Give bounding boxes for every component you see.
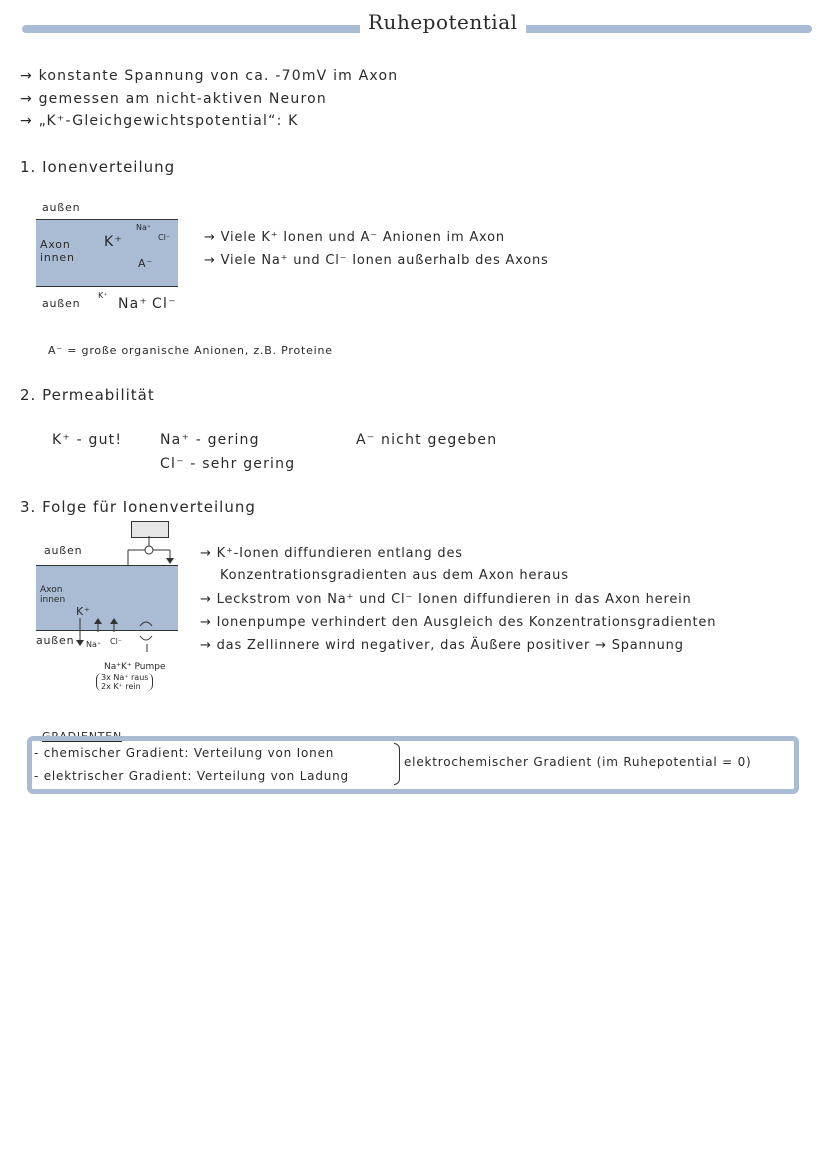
s1-inside-label: Axon innen <box>40 238 75 264</box>
intro-line-3: → „K⁺-Gleichgewichtspotential“: K <box>20 113 299 129</box>
s1-note-2: → Viele Na⁺ und Cl⁻ Ionen außerhalb des Axons <box>204 253 549 268</box>
s1-note-1: → Viele K⁺ Ionen und A⁻ Anionen im Axon <box>204 230 505 245</box>
s3-note-3: → Ionenpumpe verhindert den Ausgleich des Konzentrationsgradienten <box>200 615 717 630</box>
intro-line-1: → konstante Spannung von ca. -70mV im Axon <box>20 68 399 84</box>
s3-outside-top: außen <box>44 544 83 557</box>
s1-membrane-bottom <box>36 286 178 287</box>
s1-outside-top: außen <box>42 201 81 214</box>
s3-note-1b: Konzentrationsgradienten aus dem Axon heraus <box>220 568 569 583</box>
s3-note-1a: → K⁺-Ionen diffundieren entlang des <box>200 546 463 561</box>
s3-outside-bottom: außen <box>36 634 75 647</box>
s1-k-ion: K⁺ <box>104 234 123 250</box>
s1-cl-bottom: Cl⁻ <box>152 296 177 312</box>
gradient-electric: - elektrischer Gradient: Verteilung von Ladung <box>34 769 349 783</box>
s3-pump-detail-1: 3x Na⁺ raus <box>101 673 149 682</box>
s2-cl: Cl⁻ - sehr gering <box>160 456 296 472</box>
gradient-chemical: - chemischer Gradient: Verteilung von Ionen <box>34 746 335 760</box>
s3-k-ion: K⁺ <box>76 605 91 618</box>
s3-pump-detail-2: 2x K⁺ rein <box>101 682 141 691</box>
gradient-summary: elektrochemischer Gradient (im Ruhepotential = 0) <box>404 755 752 769</box>
s2-na: Na⁺ - gering <box>160 432 260 448</box>
s1-outside-bottom: außen <box>42 297 81 310</box>
s1-cl-small: Cl⁻ <box>158 233 171 242</box>
section1-heading: 1. Ionenverteilung <box>20 158 176 176</box>
section2-heading: 2. Permeabilität <box>20 386 155 404</box>
s1-na-bottom: Na⁺ <box>118 296 149 312</box>
page-title: Ruhepotential <box>360 10 526 34</box>
s3-inside-label: Axon innen <box>40 585 66 605</box>
s3-note-2: → Leckstrom von Na⁺ und Cl⁻ Ionen diffundieren in das Axon herein <box>200 592 692 607</box>
s3-na: Na⁺ <box>86 640 102 649</box>
s3-pump-detail <box>96 673 153 691</box>
gradients-heading: GRADIENTEN <box>42 730 123 743</box>
s1-a-ion: A⁻ <box>138 257 153 270</box>
s1-na-small: Na⁺ <box>136 223 152 232</box>
intro-line-2: → gemessen am nicht-aktiven Neuron <box>20 91 327 107</box>
s3-pump-label: Na⁺K⁺ Pumpe <box>104 662 166 672</box>
s2-a: A⁻ nicht gegeben <box>356 432 498 448</box>
gradient-brace <box>394 743 400 785</box>
s1-k-small-bottom: K⁺ <box>98 291 108 300</box>
section3-heading: 3. Folge für Ionenverteilung <box>20 498 256 516</box>
s1-footnote: A⁻ = große organische Anionen, z.B. Proteine <box>48 344 333 357</box>
s2-k: K⁺ - gut! <box>52 432 123 448</box>
s3-note-4: → das Zellinnere wird negativer, das Äußere positiver → Spannung <box>200 638 684 653</box>
s3-cl: Cl⁻ <box>110 637 123 646</box>
